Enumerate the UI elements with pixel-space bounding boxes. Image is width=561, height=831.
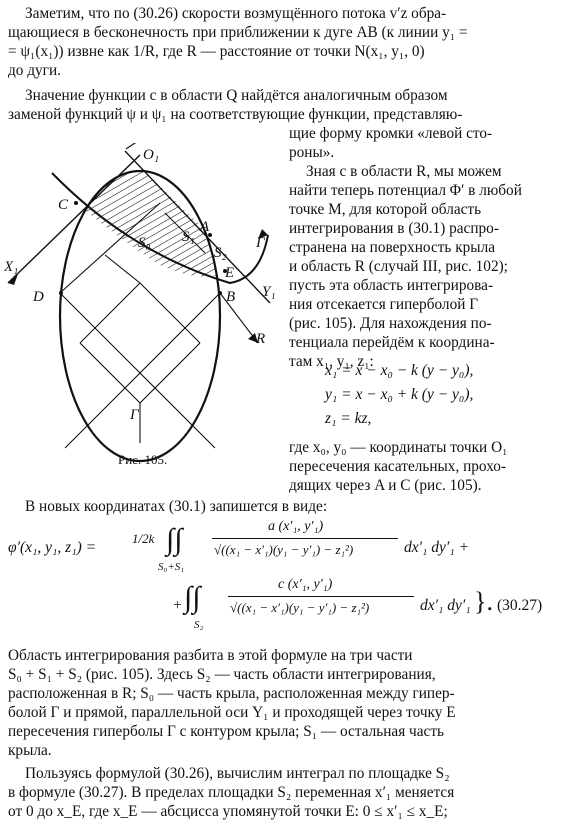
paragraph-potential bbox=[289, 162, 553, 374]
denominator: √((x₁ − x′₁)(y₁ − y′₁) − z₁²) bbox=[230, 600, 370, 615]
text-line: найти теперь потенциал Φ′ в любой bbox=[289, 182, 522, 199]
text-line: ния отсекается гиперболой Γ bbox=[289, 296, 479, 313]
text-line: там x₁, y₁, z₁: bbox=[289, 353, 374, 370]
integral-subscript-s2: S₂ bbox=[194, 619, 204, 631]
text-line: тенциала перейдём к координа- bbox=[289, 334, 495, 351]
text-line: = ψ₁(x₁)) извне как 1/R, где R — расстояние от точки N(x₁, y₁, 0) bbox=[8, 43, 425, 60]
text-line: пусть эта область интегрирова- bbox=[289, 277, 494, 294]
label-r: R bbox=[256, 331, 266, 347]
integral-sign: ∫∫ bbox=[184, 581, 201, 614]
equation-number: (30.27) bbox=[497, 597, 543, 614]
figure-105 bbox=[0, 143, 282, 473]
figure-caption: Рис. 105. bbox=[118, 452, 168, 467]
text-line: Зная c в области R, мы можем bbox=[306, 163, 502, 180]
label-s2: S₂ bbox=[214, 245, 227, 261]
text-line: от 0 до x_E, где x_E — абсцисса упомянутой точки E: 0 ≤ x′₁ ≤ x_E; bbox=[8, 803, 448, 820]
text-line: странена на поверхность крыла bbox=[289, 239, 496, 256]
label-e: E bbox=[225, 265, 235, 281]
text-line: дящих через A и C (рис. 105). bbox=[289, 477, 482, 494]
formula-lhs: φ′(x₁, y₁, z₁) = bbox=[8, 539, 97, 556]
text-line: пересечения гиперболы Γ с контуром крыла; S₁ — остальная часть bbox=[8, 723, 444, 740]
label-a: A bbox=[200, 219, 210, 235]
label-y1: Y₁ bbox=[262, 284, 276, 300]
text-line: и область R (случай III, рис. 102); bbox=[289, 258, 508, 275]
text-line: щие форму кромки «левой сто- bbox=[289, 125, 493, 142]
integral-subscript: S₀+S₁ bbox=[158, 561, 185, 573]
text-line: где x₀, y₀ — координаты точки O₁ bbox=[289, 439, 508, 456]
paragraph-intro bbox=[8, 4, 553, 82]
text-line: Значение функции c в области Q найдётся аналогичным образом bbox=[25, 87, 448, 104]
label-x1: X₁ bbox=[4, 259, 19, 275]
label-c: C bbox=[58, 197, 69, 213]
text-line: (рис. 105). Для нахождения по- bbox=[289, 315, 492, 332]
formula-30-27 bbox=[0, 515, 561, 645]
label-o1: O₁ bbox=[143, 147, 160, 163]
label-s0: S₀ bbox=[138, 235, 151, 251]
text-line: Заметим, что по (30.26) скорости возмущённого потока v′z обра- bbox=[25, 5, 447, 22]
differential: dx′₁ dy′₁ bbox=[420, 597, 471, 614]
denominator: √((x₁ − x′₁)(y₁ − y′₁) − z₁²) bbox=[214, 542, 354, 557]
brace: }. bbox=[474, 587, 493, 616]
equation-z1: z₁ = kz, bbox=[325, 410, 372, 427]
text-line: до дуги. bbox=[8, 62, 61, 79]
text-line: крыла. bbox=[8, 742, 52, 759]
paragraph-integration-area bbox=[8, 646, 553, 762]
text-line: щающиеся в бесконечность при приближении к дуге AB (к линии y₁ = bbox=[8, 24, 468, 41]
integral-sign: ∫∫ bbox=[166, 523, 183, 556]
text-line: интегрирования в (30.1) распро- bbox=[289, 220, 499, 237]
text-line: Пользуясь формулой (30.26), вычислим интеграл по площадке S₂ bbox=[25, 765, 450, 782]
label-b: B bbox=[226, 289, 236, 305]
equation-y1: y₁ = x − x₀ + k (y − y₀), bbox=[325, 386, 474, 403]
text-line: точке M, для которой область bbox=[289, 201, 482, 218]
text-line: Область интегрирования разбита в этой формуле на три части bbox=[8, 647, 413, 664]
differential: dx′₁ dy′₁ + bbox=[404, 539, 470, 556]
text-line: В новых координатах (30.1) запишется в виде: bbox=[25, 498, 328, 515]
numerator-a: a (x′₁, y′₁) bbox=[268, 519, 324, 534]
text-line: пересечения касательных, прохо- bbox=[289, 458, 507, 475]
numerator-c: c (x′₁, y′₁) bbox=[278, 577, 333, 592]
text-line: расположенная в R; S₀ — часть крыла, расположенная между гипер- bbox=[8, 685, 455, 702]
label-s1: S₁ bbox=[182, 229, 195, 245]
paragraph-coordinates bbox=[289, 438, 553, 498]
formula-fraction: 1/2k bbox=[132, 531, 155, 546]
paragraph-integral-s2 bbox=[8, 764, 553, 824]
text-line: S₀ + S₁ + S₂ (рис. 105). Здесь S₂ — часть области интегрирования, bbox=[8, 666, 436, 683]
plus-sign: + bbox=[172, 597, 183, 614]
text-line: болой Γ и прямой, параллельной оси Y₁ и проходящей через точку E bbox=[8, 704, 456, 721]
text-line: в формуле (30.27). В пределах площадки S₂ переменная x′₁ меняется bbox=[8, 784, 455, 801]
text-line: заменой функций ψ и ψ₁ на соответствующие функции, представляю- bbox=[8, 106, 463, 123]
label-gamma-top: Γ bbox=[256, 235, 265, 251]
label-d: D bbox=[33, 289, 44, 305]
label-gamma-bottom: Γ bbox=[130, 407, 139, 423]
text-line: роны». bbox=[289, 144, 335, 161]
equation-x1: x₁ = x − x₀ − k (y − y₀), bbox=[325, 362, 474, 379]
